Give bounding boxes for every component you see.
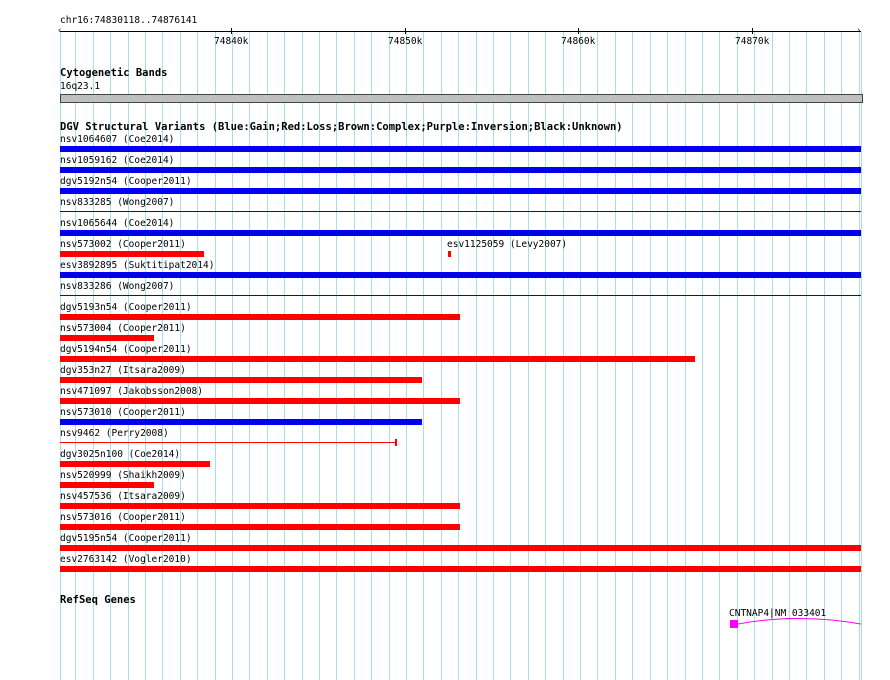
ruler-tick-label: 74840k: [214, 36, 249, 47]
variant-bar[interactable]: [60, 503, 460, 509]
variant-bar[interactable]: [60, 419, 422, 425]
refseq-gene-exon[interactable]: [730, 620, 738, 628]
ruler-tick: [231, 28, 232, 34]
variant-bar[interactable]: [60, 566, 861, 572]
variant-bar[interactable]: [60, 314, 460, 320]
variant-bar[interactable]: [60, 335, 154, 341]
variant-bar[interactable]: [60, 251, 204, 257]
variant-label[interactable]: nsv1065644 (Coe2014): [60, 218, 175, 229]
variant-bar[interactable]: [60, 377, 422, 383]
variant-label[interactable]: nsv457536 (Itsara2009): [60, 491, 186, 502]
variant-label[interactable]: nsv9462 (Perry2008): [60, 428, 169, 439]
variant-label[interactable]: dgv5192n54 (Cooper2011): [60, 176, 192, 187]
variant-label[interactable]: dgv5194n54 (Cooper2011): [60, 344, 192, 355]
variant-label[interactable]: nsv1059162 (Coe2014): [60, 155, 175, 166]
variant-bar[interactable]: [60, 272, 861, 278]
variant-label[interactable]: nsv520999 (Shaikh2009): [60, 470, 186, 481]
refseq-gene-label[interactable]: CNTNAP4|NM_033401: [729, 608, 827, 619]
ruler-tick-label: 74870k: [735, 36, 770, 47]
refseq-track-title: RefSeq Genes: [60, 594, 136, 606]
variant-label[interactable]: esv3892895 (Suktitipat2014): [60, 260, 215, 271]
variant-label[interactable]: nsv833285 (Wong2007): [60, 197, 175, 208]
variant-label[interactable]: dgv353n27 (Itsara2009): [60, 365, 186, 376]
variant-bar[interactable]: [60, 442, 396, 443]
variant-label[interactable]: dgv5193n54 (Cooper2011): [60, 302, 192, 313]
variant-label[interactable]: nsv1064607 (Coe2014): [60, 134, 175, 145]
variant-bar[interactable]: [448, 251, 451, 257]
cyto-band-label: 16q23.1: [60, 81, 101, 92]
variant-label[interactable]: nsv573016 (Cooper2011): [60, 512, 186, 523]
ruler-tick: [405, 28, 406, 34]
variant-label[interactable]: nsv573010 (Cooper2011): [60, 407, 186, 418]
ruler-tick-label: 74860k: [561, 36, 596, 47]
variant-label[interactable]: esv2763142 (Vogler2010): [60, 554, 192, 565]
ruler-right-arrow-icon: ›: [856, 26, 862, 36]
variant-label[interactable]: nsv573004 (Cooper2011): [60, 323, 186, 334]
variant-bar[interactable]: [60, 482, 154, 488]
variant-bar[interactable]: [60, 356, 695, 362]
variant-bar[interactable]: [60, 211, 861, 212]
variant-bar[interactable]: [60, 295, 861, 296]
variant-bar[interactable]: [60, 461, 210, 467]
variant-bar[interactable]: [60, 545, 861, 551]
ruler-left-arrow-icon: ‹: [57, 26, 63, 36]
refseq-gene-intron: [738, 617, 862, 629]
variant-label[interactable]: dgv5195n54 (Cooper2011): [60, 533, 192, 544]
cyto-band-bar[interactable]: [60, 94, 863, 103]
ruler-line: [60, 31, 861, 32]
variant-label[interactable]: nsv573002 (Cooper2011): [60, 239, 186, 250]
ruler-tick-label: 74850k: [388, 36, 423, 47]
dgv-track-title: DGV Structural Variants (Blue:Gain;Red:Loss;Brown:Complex;Purple:Inversion;Black:Unknown): [60, 121, 623, 133]
ruler-tick: [752, 28, 753, 34]
variant-label[interactable]: esv1125059 (Levy2007): [447, 239, 568, 250]
variant-bar[interactable]: [60, 398, 460, 404]
variant-label[interactable]: dgv3025n100 (Coe2014): [60, 449, 181, 460]
variant-bar-end-cap: [395, 439, 397, 446]
variant-bar[interactable]: [60, 188, 861, 194]
variant-label[interactable]: nsv471097 (Jakobsson2008): [60, 386, 203, 397]
variant-bar[interactable]: [60, 146, 861, 152]
ruler-tick: [578, 28, 579, 34]
cyto-track-title: Cytogenetic Bands: [60, 67, 168, 79]
ruler-location: chr16:74830118..74876141: [60, 15, 198, 26]
variant-bar[interactable]: [60, 524, 460, 530]
variant-bar[interactable]: [60, 167, 861, 173]
variant-label[interactable]: nsv833286 (Wong2007): [60, 281, 175, 292]
variant-bar[interactable]: [60, 230, 861, 236]
